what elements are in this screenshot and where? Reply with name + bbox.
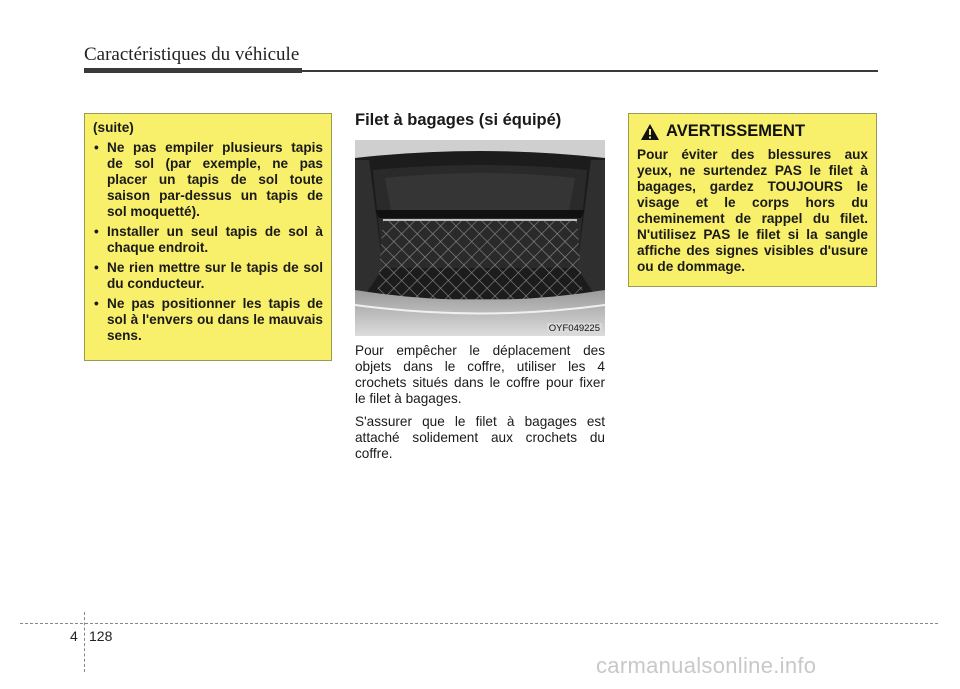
- warning-title: AVERTISSEMENT: [666, 122, 806, 140]
- note-list: [93, 140, 323, 344]
- body-paragraph: Pour empêcher le déplacement des objets dans le coffre, utiliser les 4 crochets situés dans le coffre pour fixer le filet à bagages.: [355, 343, 605, 406]
- note-continued-label: (suite): [93, 120, 134, 135]
- body-text: [355, 343, 605, 469]
- warning-header: [637, 122, 868, 141]
- body-paragraph: S'assurer que le filet à bagages est attaché solidement aux crochets du coffre.: [355, 414, 605, 461]
- footer-vertical-rule: [84, 612, 85, 672]
- warning-box: [628, 113, 877, 287]
- note-item: • Ne pas positionner les tapis de sol à l'envers ou dans le mauvais sens.: [93, 296, 323, 344]
- page-header-title: Caractéristiques du véhicule: [84, 44, 300, 65]
- header-rule-thick: [84, 68, 302, 73]
- trunk-net-photo: [355, 140, 605, 336]
- footer-dashed-rule: [20, 623, 938, 624]
- page-number: 128: [89, 628, 113, 644]
- warning-text: Pour éviter des blessures aux yeux, ne surtendez PAS le filet à bagages, gardez TOUJOURS le visage et le corps hors du cheminement de rappel du filet. N'utilisez PAS le filet si la sangle affiche des signes visibles d'usure ou de dommage.: [637, 147, 868, 274]
- note-item: • Ne pas empiler plusieurs tapis de sol (par exemple, ne pas placer un tapis de sol toute saison par-dessus un tapis de sol moquetté).: [93, 140, 323, 220]
- chapter-number: 4: [70, 628, 78, 644]
- image-code: OYF049225: [548, 323, 600, 334]
- note-box: [84, 113, 332, 361]
- trunk-net-illustration: [355, 140, 605, 336]
- note-item: • Ne rien mettre sur le tapis de sol du conducteur.: [93, 260, 323, 292]
- header-rule-thin: [300, 70, 878, 72]
- section-title: Filet à bagages (si équipé): [355, 111, 562, 129]
- warning-triangle-icon: [640, 123, 660, 141]
- note-item: • Installer un seul tapis de sol à chaque endroit.: [93, 224, 323, 256]
- watermark: carmanualsonline.info: [596, 653, 817, 678]
